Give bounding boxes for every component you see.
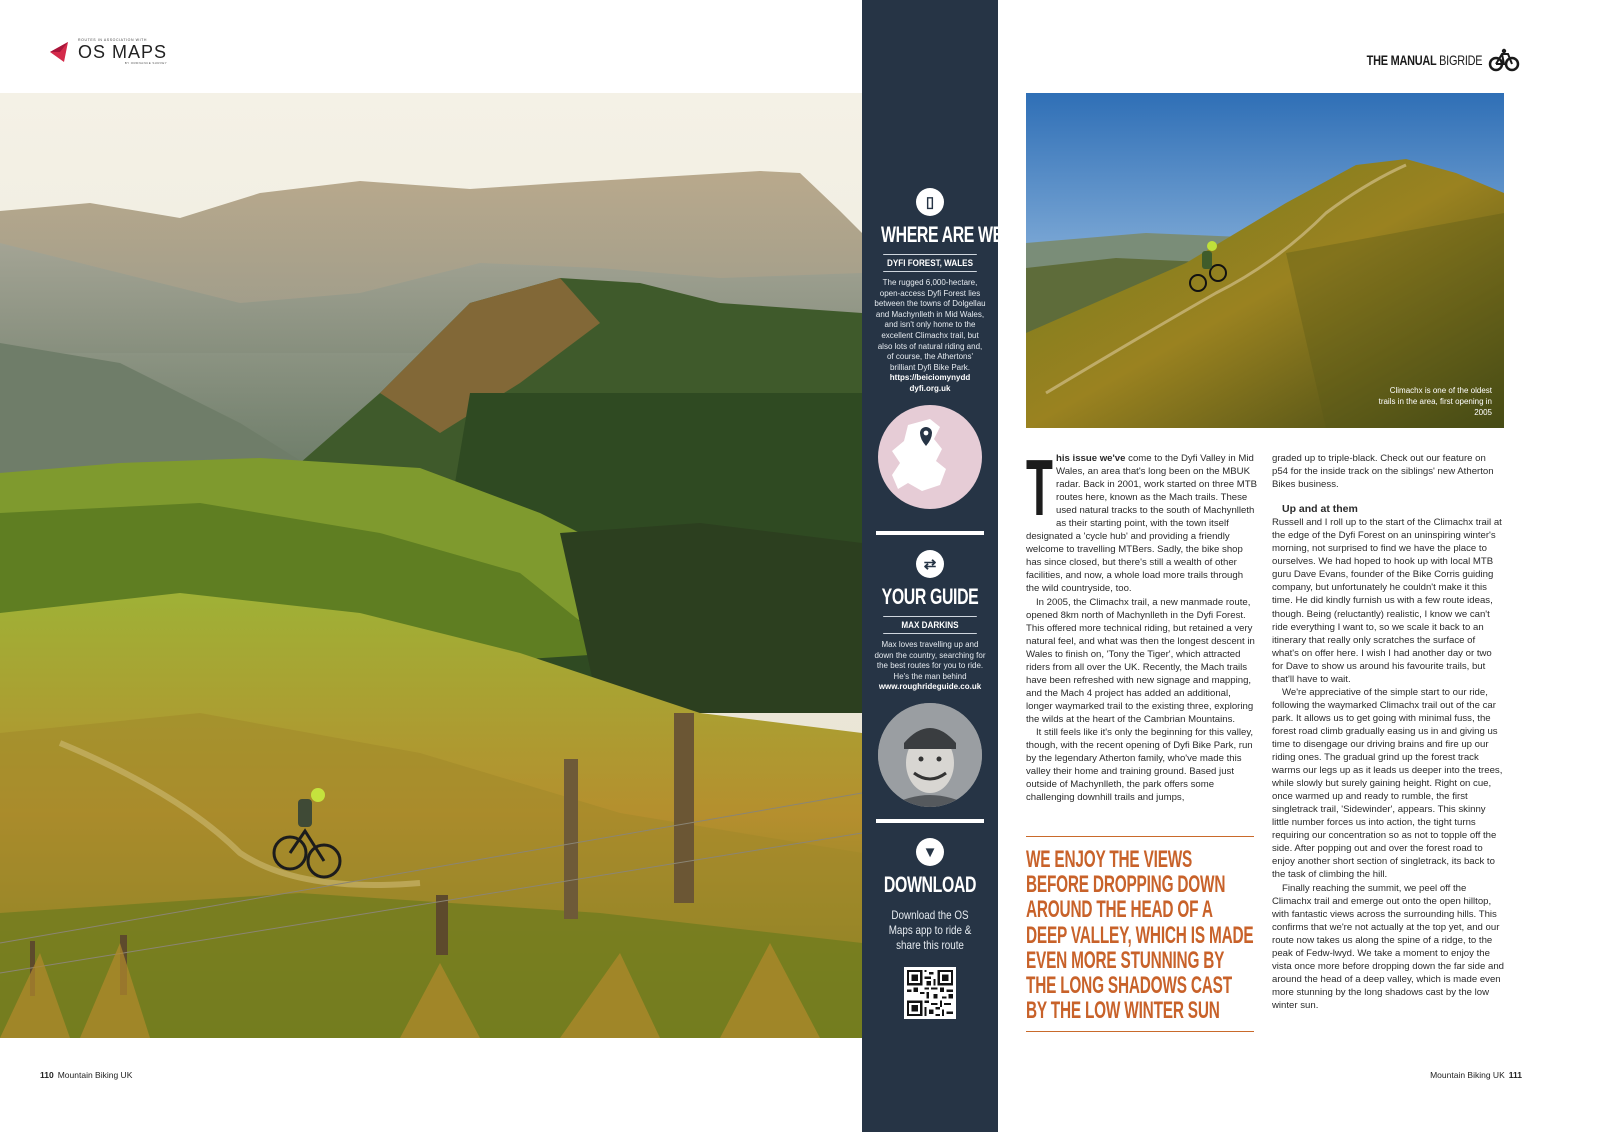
map-pin-icon <box>878 405 982 509</box>
article-column-1 <box>1026 443 1258 804</box>
guide-body: Max loves travelling up and down the country, searching for the best routes for you to ride. He's the man behind www.roughrideguide.co.uk <box>874 640 986 692</box>
wales-locator-map <box>878 405 982 509</box>
magazine-title: Mountain Biking UK <box>1430 1070 1505 1080</box>
section-label <box>1334 48 1520 72</box>
left-page-footer <box>40 1070 132 1080</box>
download-section <box>862 838 998 1019</box>
bigride-bike-icon <box>1488 48 1520 72</box>
os-assoc-text: ROUTES IN ASSOCIATION WITH <box>78 38 148 42</box>
your-guide-section <box>862 550 998 807</box>
photo-caption: Climachx is one of the oldest trails in the area, first opening in 2005 <box>1378 386 1492 417</box>
article-intro-paragraph: This issue we've come to the Dyfi Valley in Mid Wales, an area that's long been on the MBUK radar. Back in 2001, work started on three MTB routes here, known as the Mach trails. These used natural tracks to the south of Machynlleth as their starting point, with the town itself designated a 'cycle hub' and providing a friendly welcome to travelling MTBers. Sadly, the bike shop has since closed, but there's still a wealth of other facilities, and now, a whole load more trails through the wild countryside, too. <box>1026 443 1258 595</box>
article-paragraph: graded up to triple-black. Check out our feature on p54 for the inside track on the siblings' new Atherton Bikes business. <box>1272 453 1494 491</box>
page-number: 111 <box>1508 1070 1522 1080</box>
os-by-text: BY ORDNANCE SURVEY <box>124 61 168 65</box>
os-maps-name: OS MAPS <box>78 42 168 62</box>
ridge-trail-photo <box>1026 93 1504 428</box>
where-body: The rugged 6,000-hectare, open-access Dyfi Forest lies between the towns of Dolgellau and Machynlleth in Mid Wales, and isn't only home to the excellent Climachx trail, but also lots of natural riding and, of course, the Athertons' brilliant Dyfi Bike Park. https://beiciomynydd dyfi.org.uk <box>874 278 986 393</box>
article-paragraph: We're appreciative of the simple start to our ride, following the waymarked Climachx trail out of the car park. It allows us to get going with minimal fuss, the forest road climb gradually easing us in and giving us time to disengage our driving brains and fire up our riding ones. The gradual grind up the forest track warms our legs up as it leads us deeper into the trees, while slowly but surely gaining height. Right on cue, once warmed up and ready to rumble, the first singletrack trail, 'Sidewinder', appears. This skinny little number forces us into action, the tight turns requiring our concentration so as not to topple off the side. After popping out and over the forest road to enjoy another short section of singletrack, its back to the task of climbing the hill. <box>1272 686 1503 881</box>
os-maps-logo <box>48 38 167 65</box>
drop-cap: T <box>1026 443 1053 532</box>
bike-park-url[interactable]: https://beiciomynydd dyfi.org.uk <box>889 373 971 393</box>
article-paragraph: Finally reaching the summit, we peel off the Climachx trail and emerge out onto the open hilltop, with fantastic views across the surrounding hills. This confirms that we're not actually at the top yet, and our route now takes us along the spine of a ridge, to the peak of Fedw-lwyd. We take a moment to enjoy the vista once more before dropping down the far side and around the head of a deep valley, which is made even more stunning by the long shadows cast by the low winter sun. <box>1272 882 1504 1011</box>
where-heading: WHERE ARE WE? <box>881 222 1013 247</box>
guide-name: MAX DARKINS <box>883 616 977 634</box>
section-divider <box>876 819 984 823</box>
location-label: DYFI FOREST, WALES <box>883 254 977 272</box>
right-page-footer <box>1430 1070 1522 1080</box>
lead-in: his issue we've <box>1056 453 1126 464</box>
article-paragraph: Russell and I roll up to the start of the Climachx trail at the edge of the Dyfi Forest on an uninspiring winter's morning, not surprised to find we have the place to ourselves. We had hoped to hook up with local MTB guru Dave Evans, founder of the Bike Corris guiding company, but unfortunately he couldn't make it this time. He did kindly furnish us with a few route ideas, though. Being (reluctantly) realistic, I know we can't ride everything I want to, so we scale it back to an itinerary that really only scratches the surface of what's on offer here. I wish I had another day or two for Dave to show us around his favourite trails, but that'll have to wait. <box>1272 517 1502 685</box>
info-sidebar <box>862 0 1013 1132</box>
pull-quote <box>1026 836 1254 1032</box>
download-heading: DOWNLOAD <box>883 872 977 897</box>
section-divider <box>876 531 984 535</box>
os-maps-arrow-icon <box>48 40 70 64</box>
page-number: 110 <box>40 1070 54 1080</box>
pull-quote-text: WE ENJOY THE VIEWS BEFORE DROPPING DOWN AROUND THE HEAD OF A DEEP VALLEY, WHICH IS MADE EVEN MORE STUNNING BY THE LONG SHADOWS CAST BY THE LOW WINTER SUN <box>1026 846 1254 1025</box>
article-subhead: Up and at them <box>1282 503 1358 516</box>
signpost-icon: ⇄ <box>916 550 944 578</box>
qr-code[interactable] <box>904 967 956 1019</box>
section-title: THE MANUAL BIGRIDE <box>1366 52 1482 68</box>
article-column-2 <box>1272 452 1504 1012</box>
where-are-we-section <box>862 188 1013 509</box>
phone-icon: ▯ <box>916 188 944 216</box>
article-paragraph: It still feels like it's only the beginning for this valley, though, with the recent opening of Dyfi Bike Park, run by the legendary Atherton family, who've made this valley their home and training ground. Based just outside of Machynlleth, the park offers some challenging downhill trails and jumps, <box>1026 726 1254 804</box>
download-body: Download the OS Maps app to ride & share this route <box>888 908 972 952</box>
download-icon[interactable]: ▼ <box>916 838 944 866</box>
hero-landscape-photo <box>0 93 862 1038</box>
guide-url[interactable]: www.roughrideguide.co.uk <box>878 682 982 692</box>
guide-portrait <box>878 703 982 807</box>
guide-heading: YOUR GUIDE <box>881 584 979 609</box>
article-paragraph: In 2005, the Climachx trail, a new manmade route, opened 8km north of Machynlleth in the Dyfi Forest. This offered more technical riding, but retained a very natural feel, and what was then the longest descent in Wales to finish on, 'Tony the Tiger', which attracted riders from all over the UK. Recently, the Mach trails have been refreshed with new signage and mapping, and the Mach 4 project has added an additional, longer waymarked trail to the existing three, exploring the wilds at the heart of the Cambrian Mountains. <box>1026 596 1255 725</box>
magazine-title: Mountain Biking UK <box>57 1070 133 1080</box>
